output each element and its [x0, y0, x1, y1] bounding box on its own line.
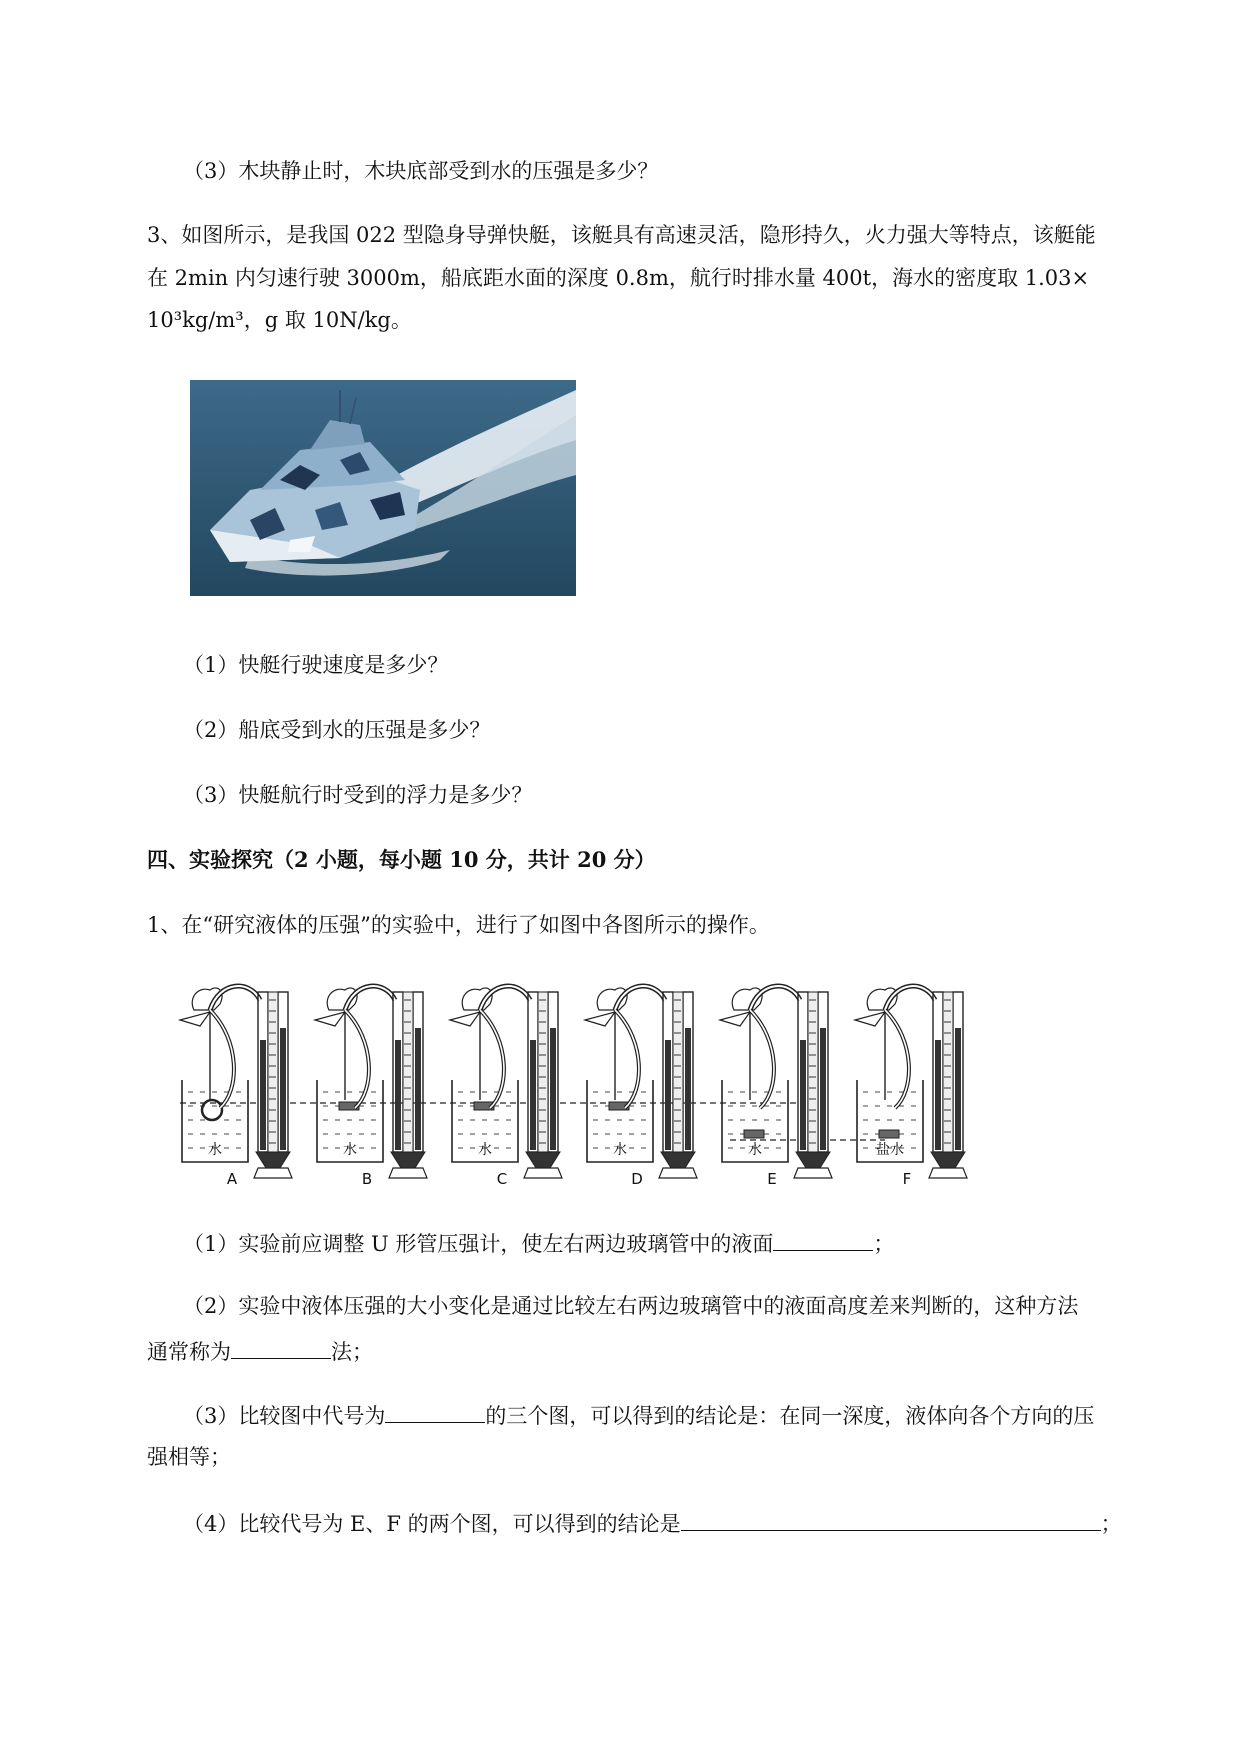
- exp1-q1: [183, 1228, 894, 1258]
- exp1-q3-line2: 强相等；: [147, 1445, 231, 1469]
- setup-label: D: [631, 1170, 643, 1185]
- setup-label: F: [902, 1170, 912, 1185]
- setup-d: [585, 986, 697, 1185]
- exp1-q2-text: 通常称为: [147, 1340, 231, 1364]
- liquid-label: 水: [343, 1142, 357, 1158]
- exp1-q2-end: 法；: [331, 1340, 373, 1364]
- liquid-label: 盐水: [876, 1142, 904, 1158]
- setup-c: [450, 986, 562, 1185]
- q3-line3: 10³kg/m³，g 取 10N/kg。: [147, 308, 412, 332]
- exp1-q4: [183, 1508, 1122, 1538]
- liquid-label: 水: [748, 1142, 762, 1158]
- exp1-q1-text: （1）实验前应调整 U 形管压强计，使左右两边玻璃管中的液面: [183, 1232, 774, 1256]
- q3-sub3: （3）快艇航行时受到的浮力是多少？: [183, 783, 533, 807]
- setup-e: [720, 986, 832, 1185]
- setup-label: E: [767, 1170, 777, 1185]
- exp1-q2-line2: [147, 1336, 373, 1366]
- setup-label: C: [496, 1170, 508, 1185]
- q3-line1: 3、如图所示，是我国 022 型隐身导弹快艇，该艇具有高速灵活，隐形持久，火力强大等特点，该艇能: [147, 223, 1096, 247]
- setup-f: [855, 986, 967, 1185]
- section-heading: 四、实验探究（2 小题，每小题 10 分，共计 20 分）: [147, 847, 656, 872]
- liquid-label: 水: [208, 1142, 222, 1158]
- answer-blank-1[interactable]: [773, 1228, 873, 1251]
- exp1-q3-line1: [183, 1400, 1094, 1430]
- pressure-gauge-figure: [175, 980, 1000, 1185]
- missile-boat-photo: [190, 380, 576, 596]
- setup-b: [315, 986, 427, 1185]
- exp1-intro: 1、在“研究液体的压强”的实验中，进行了如图中各图所示的操作。: [147, 913, 770, 937]
- q2-sub3: （3）木块静止时，木块底部受到水的压强是多少？: [183, 159, 659, 183]
- q3-line2: 在 2min 内匀速行驶 3000m，船底距水面的深度 0.8m，航行时排水量 400t，海水的密度取 1.03×: [147, 266, 1090, 290]
- setup-a: [180, 986, 292, 1185]
- q3-sub1: （1）快艇行驶速度是多少？: [183, 653, 449, 677]
- answer-blank-4[interactable]: [681, 1508, 1101, 1531]
- answer-blank-3[interactable]: [385, 1400, 485, 1423]
- q3-sub2: （2）船底受到水的压强是多少？: [183, 718, 491, 742]
- exp1-q2-line1: （2）实验中液体压强的大小变化是通过比较左右两边玻璃管中的液面高度差来判断的，这种方法: [183, 1294, 1079, 1318]
- liquid-label: 水: [478, 1142, 492, 1158]
- exp1-q1-end: ；: [873, 1232, 895, 1256]
- exp1-q3-text: （3）比较图中代号为: [183, 1404, 386, 1428]
- setup-label: B: [361, 1170, 373, 1185]
- exp1-q4-text: （4）比较代号为 E、F 的两个图，可以得到的结论是: [183, 1512, 681, 1536]
- exp1-q4-end: ；: [1100, 1512, 1122, 1536]
- exp1-q3-end: 的三个图，可以得到的结论是：在同一深度，液体向各个方向的压: [485, 1404, 1095, 1428]
- answer-blank-2[interactable]: [231, 1336, 331, 1359]
- liquid-label: 水: [613, 1142, 627, 1158]
- setup-label: A: [226, 1170, 238, 1185]
